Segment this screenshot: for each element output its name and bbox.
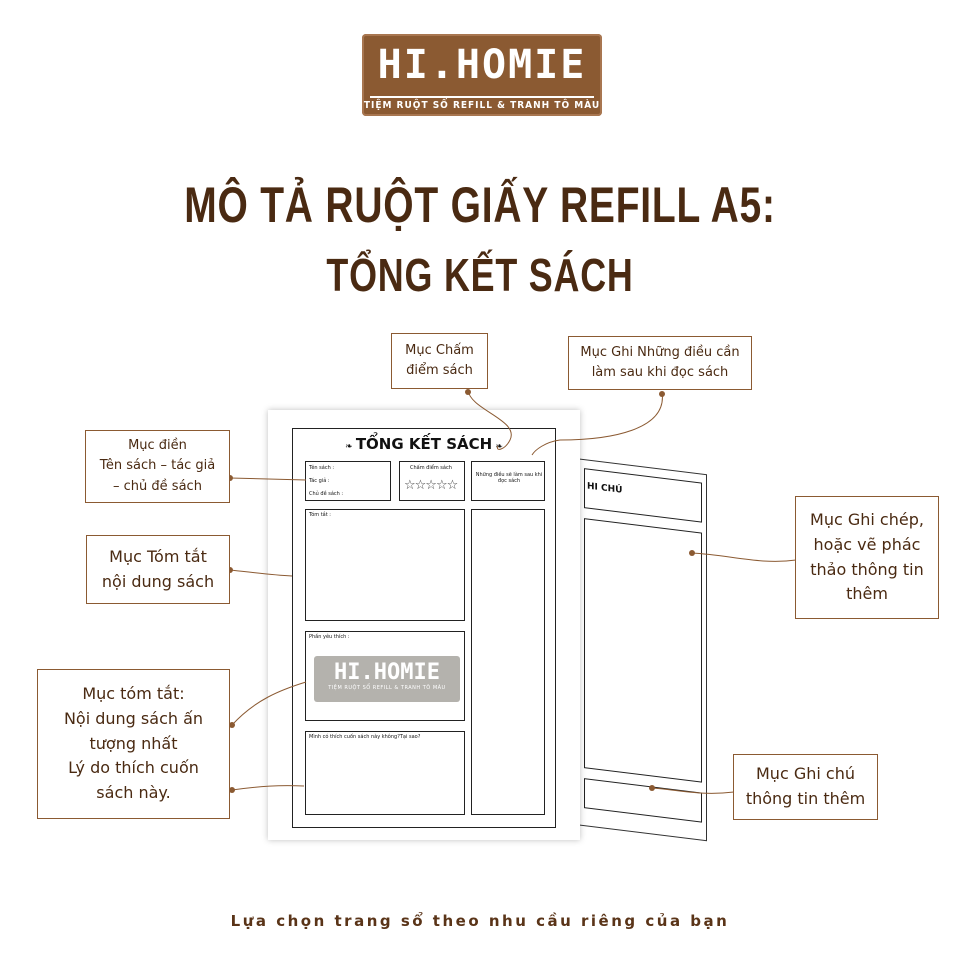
- back-page-title: HI CHÚ: [587, 481, 623, 496]
- callout-favorite-reason: Mục tóm tắt: Nội dung sách ấn tượng nhất Lý do thích cuốn sách này.: [37, 669, 230, 819]
- callout-note: Mục Ghi chú thông tin thêm: [733, 754, 878, 820]
- callout-todo: Mục Ghi Những điều cần làm sau khi đọc sách: [568, 336, 752, 390]
- connector-sketch: [692, 553, 796, 561]
- watermark-tagline: TIỆM RUỘT SỔ REFILL & TRANH TÔ MÀU: [328, 685, 446, 691]
- callout-sketch: Mục Ghi chép, hoặc vẽ phác thảo thông tin thêm: [795, 496, 939, 619]
- connector-note: [652, 788, 734, 793]
- connector-rating: [468, 390, 511, 449]
- todo-label: Những điều sẽ làm sau khi đọc sách: [475, 472, 543, 484]
- connector-todo: [532, 392, 662, 455]
- page-title-line-1: MÔ TẢ RUỘT GIẤY REFILL A5:: [184, 177, 776, 233]
- watermark-brand: HI.HOMIE: [334, 660, 440, 685]
- footer-tagline: Lựa chọn trang sổ theo nhu cầu riêng của bạn: [230, 912, 730, 930]
- logo-brand-text: HI.HOMIE: [377, 42, 587, 88]
- summary-label: Tóm tắt :: [309, 512, 331, 518]
- rating-label: Chấm điểm sách: [410, 465, 452, 471]
- page-title-line-2: TỔNG KẾT SÁCH: [326, 249, 634, 301]
- logo-tagline: TIỆM RUỘT SỔ REFILL & TRANH TÔ MÀU: [363, 100, 601, 111]
- callout-book-info: Mục điền Tên sách – tác giả – chủ đề sách: [85, 430, 230, 503]
- connector-summary: [230, 570, 292, 576]
- star-rating-icon: ☆☆☆☆☆: [404, 478, 458, 493]
- callout-rating: Mục Chấm điểm sách: [391, 333, 488, 389]
- reason-label: Mình có thích cuốn sách này không?Tại sao?: [309, 734, 421, 740]
- author-label: Tác giả :: [309, 478, 330, 484]
- connector-favorite: [232, 682, 306, 725]
- connector-reason: [232, 786, 304, 790]
- sheet-title: ❧ TỔNG KẾT SÁCH ❧: [345, 435, 503, 453]
- favorite-part-label: Phần yêu thích :: [309, 634, 350, 640]
- leaf-icon-right: ❧: [492, 442, 503, 452]
- callout-summary: Mục Tóm tắt nội dung sách: [86, 535, 230, 604]
- topic-label: Chủ đề sách :: [309, 491, 344, 497]
- leaf-icon: ❧: [345, 442, 356, 452]
- book-name-label: Tên sách :: [309, 465, 335, 471]
- connector-book-info: [230, 478, 306, 480]
